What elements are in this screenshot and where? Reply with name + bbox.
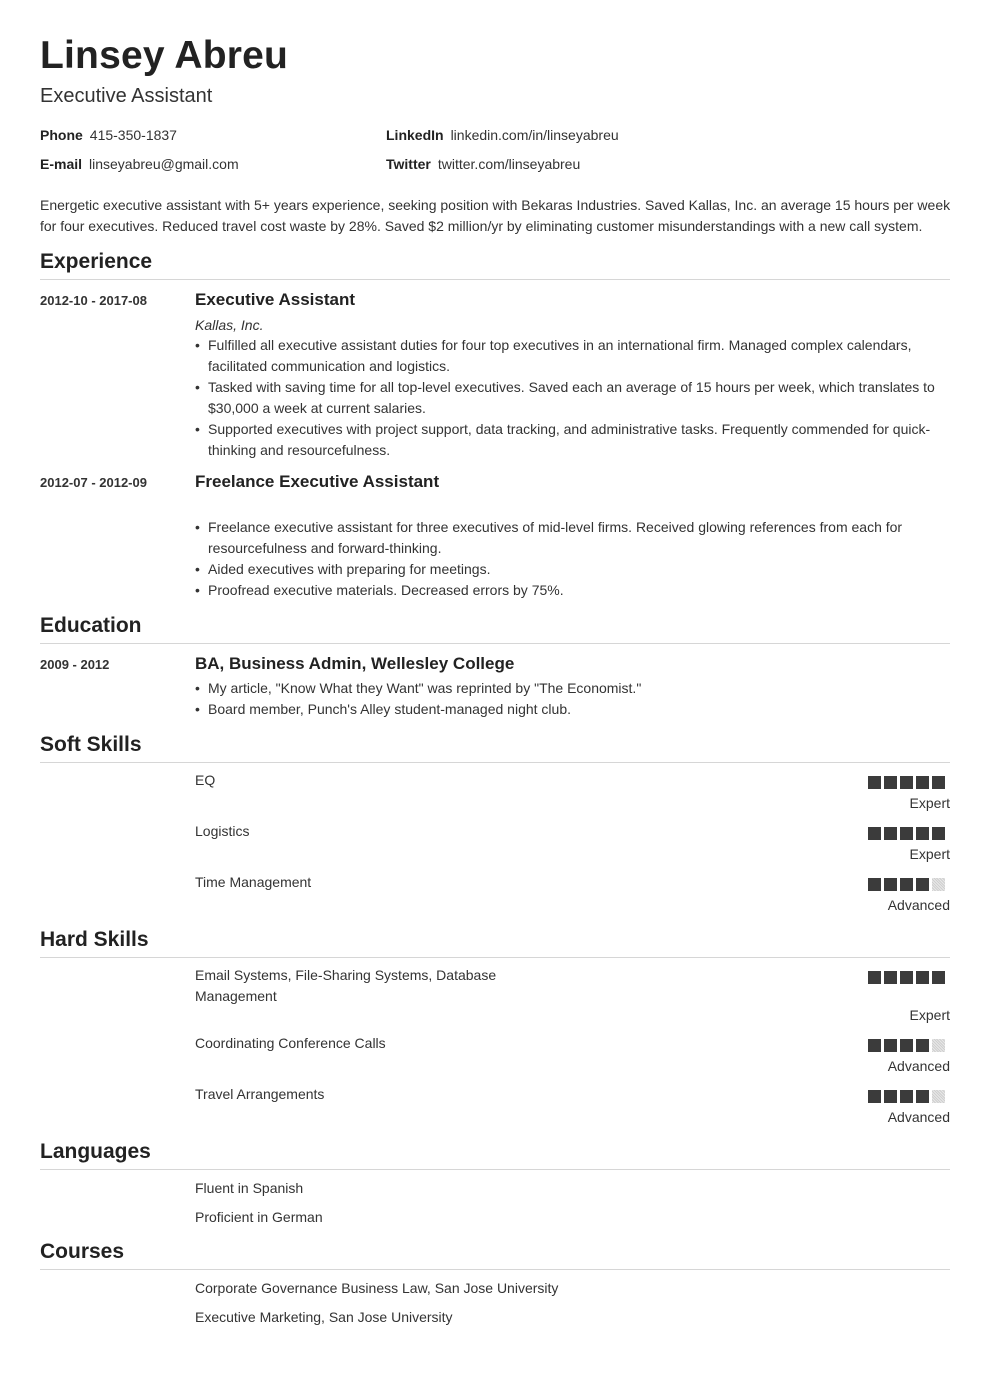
rating-square-filled [884, 776, 897, 789]
list-item: • Aided executives with preparing for meetings. [195, 559, 940, 580]
list-item: • Fulfilled all executive assistant duties for four top executives in an international firm. Managed complex calendars, facilitated communication and logistics. [195, 335, 940, 377]
soft-skill-1-rating [868, 776, 945, 789]
hard-skill-1-name: Email Systems, File-Sharing Systems, Database Management [195, 967, 497, 1004]
list-item: • Supported executives with project support, data tracking, and administrative tasks. Frequently commended for quick-thinking and resourcefulness. [195, 419, 940, 461]
rating-square-filled [884, 878, 897, 891]
rating-square-filled [868, 878, 881, 891]
experience-2-bullets [195, 517, 940, 601]
hard-skill-3-rating [868, 1090, 945, 1103]
rating-square-empty [932, 878, 945, 891]
education-1-title: BA, Business Admin, Wellesley College [195, 654, 515, 673]
hard-skill-2-rating [868, 1039, 945, 1052]
candidate-name: Linsey Abreu [40, 34, 289, 77]
list-item: • Proofread executive materials. Decreased errors by 75%. [195, 580, 940, 601]
rating-square-filled [884, 827, 897, 840]
rating-square-filled [900, 1090, 913, 1103]
education-1-bullets [195, 678, 940, 720]
hard-skill-3-name: Travel Arrangements [195, 1086, 325, 1102]
list-item: • Freelance executive assistant for three executives of mid-level firms. Received glowing references from each for resourcefulness and forward-thinking. [195, 517, 940, 559]
list-item: • Tasked with saving time for all top-level executives. Saved each an average of 15 hours per week, which translates to $30,000 a week at current salaries. [195, 377, 940, 419]
rating-square-filled [916, 1039, 929, 1052]
rating-square-filled [916, 878, 929, 891]
soft-skill-3-name: Time Management [195, 874, 312, 890]
phone-label: Phone [40, 127, 83, 143]
soft-skill-2-rating [868, 827, 945, 840]
rating-square-filled [900, 971, 913, 984]
experience-1-bullets [195, 335, 940, 461]
experience-2-dates: 2012-07 - 2012-09 [40, 475, 147, 490]
rating-square-filled [884, 971, 897, 984]
education-1-dates: 2009 - 2012 [40, 657, 110, 672]
candidate-title: Executive Assistant [40, 85, 213, 107]
rating-square-filled [868, 776, 881, 789]
soft-skill-2-level: Expert [909, 846, 950, 862]
contact-linkedin [386, 127, 619, 143]
experience-1-company: Kallas, Inc. [195, 317, 264, 333]
rating-square-filled [900, 827, 913, 840]
course-item: Corporate Governance Business Law, San Jose University [195, 1280, 559, 1296]
section-courses: Courses [40, 1240, 950, 1270]
list-item: • My article, "Know What they Want" was reprinted by "The Economist." [195, 678, 940, 699]
linkedin-value: linkedin.com/in/linseyabreu [450, 127, 619, 143]
hard-skill-3-level: Advanced [887, 1109, 950, 1125]
hard-skill-1-level: Expert [909, 1007, 950, 1023]
rating-square-filled [932, 776, 945, 789]
section-experience: Experience [40, 250, 950, 280]
hard-skill-1-rating [868, 971, 945, 984]
language-item: Fluent in Spanish [195, 1180, 304, 1196]
soft-skill-3-rating [868, 878, 945, 891]
rating-square-filled [916, 971, 929, 984]
list-item: • Board member, Punch's Alley student-managed night club. [195, 699, 940, 720]
soft-skill-1-name: EQ [195, 772, 216, 788]
rating-square-filled [868, 971, 881, 984]
rating-square-filled [900, 878, 913, 891]
contact-twitter [386, 156, 580, 172]
contact-phone [40, 127, 177, 143]
rating-square-filled [916, 827, 929, 840]
rating-square-filled [916, 1090, 929, 1103]
hard-skill-2-name: Coordinating Conference Calls [195, 1035, 386, 1051]
rating-square-filled [868, 827, 881, 840]
phone-value: 415-350-1837 [89, 127, 177, 143]
course-item: Executive Marketing, San Jose University [195, 1309, 453, 1325]
rating-square-empty [932, 1090, 945, 1103]
rating-square-filled [884, 1090, 897, 1103]
hard-skill-2-level: Advanced [887, 1058, 950, 1074]
contact-email [40, 156, 239, 172]
rating-square-filled [932, 971, 945, 984]
section-hard-skills: Hard Skills [40, 928, 950, 958]
twitter-label: Twitter [386, 156, 431, 172]
section-education: Education [40, 614, 950, 644]
rating-square-filled [932, 827, 945, 840]
soft-skill-2-name: Logistics [195, 823, 250, 839]
rating-square-filled [884, 1039, 897, 1052]
experience-1-dates: 2012-10 - 2017-08 [40, 293, 147, 308]
section-soft-skills: Soft Skills [40, 733, 950, 763]
rating-square-filled [900, 776, 913, 789]
rating-square-empty [932, 1039, 945, 1052]
rating-square-filled [868, 1090, 881, 1103]
summary: Energetic executive assistant with 5+ years experience, seeking position with Bekaras Industries. Saved Kallas, Inc. an average 15 hours per week for four executives. Reduced travel cost waste by 28%. Saved $2 million/yr by eliminating customer misunderstandings with a new call system. [40, 197, 951, 234]
rating-square-filled [900, 1039, 913, 1052]
section-languages: Languages [40, 1140, 950, 1170]
email-value: linseyabreu@gmail.com [89, 156, 239, 172]
rating-square-filled [916, 776, 929, 789]
experience-1-title: Executive Assistant [195, 290, 355, 309]
rating-square-filled [868, 1039, 881, 1052]
linkedin-label: LinkedIn [386, 127, 444, 143]
language-item: Proficient in German [195, 1209, 323, 1225]
soft-skill-3-level: Advanced [887, 897, 950, 913]
email-label: E-mail [40, 156, 83, 172]
soft-skill-1-level: Expert [909, 795, 950, 811]
twitter-value: twitter.com/linseyabreu [437, 156, 581, 172]
experience-2-title: Freelance Executive Assistant [195, 472, 440, 491]
